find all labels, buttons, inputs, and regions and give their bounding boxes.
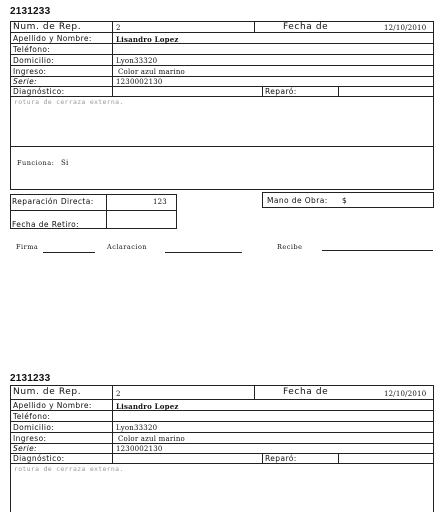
phone-label: Teléfono: xyxy=(13,412,51,421)
divider xyxy=(262,453,263,463)
divider xyxy=(10,21,11,189)
direct-repair-value: 123 xyxy=(153,198,167,206)
receipt-copy-1 xyxy=(0,6,441,256)
name-label: Apellido y Nombre: xyxy=(13,401,92,410)
functions-label: Funciona: xyxy=(17,159,55,167)
divider xyxy=(10,189,434,190)
divider xyxy=(10,65,434,66)
divider xyxy=(433,21,434,189)
serial-value: 1230002130 xyxy=(116,78,163,86)
phone-label: Teléfono: xyxy=(13,45,51,54)
pickup-date-label: Fecha de Retiro: xyxy=(12,220,80,229)
diagnosis-note: rotura de cerraza externa. xyxy=(14,465,124,473)
intake-label: Ingreso: xyxy=(13,434,47,443)
received-line xyxy=(322,250,433,251)
divider xyxy=(10,432,434,433)
divider xyxy=(10,421,434,422)
divider xyxy=(106,194,107,229)
divider xyxy=(10,443,434,444)
divider xyxy=(10,76,434,77)
date-label: Fecha de xyxy=(283,387,329,397)
name-label: Apellido y Nombre: xyxy=(13,34,92,43)
address-value: Lyon33320 xyxy=(116,424,158,432)
clarification-line xyxy=(165,252,242,253)
repaired-label: Reparó: xyxy=(265,87,297,96)
labor-label: Mano de Obra: xyxy=(267,196,328,205)
address-value: Lyon33320 xyxy=(116,57,158,65)
currency-symbol: $ xyxy=(342,196,348,205)
divider xyxy=(10,96,434,97)
divider xyxy=(433,385,434,512)
divider xyxy=(254,385,255,399)
divider xyxy=(338,453,339,463)
diagnosis-label: Diagnóstico: xyxy=(13,454,65,463)
intake-value: Color azul marino xyxy=(118,435,185,443)
receipt-copy-2 xyxy=(0,373,441,512)
rep-number-value: 2 xyxy=(116,390,121,398)
functions-value: Si xyxy=(61,159,69,167)
name-value: Lisandro Lopez xyxy=(116,402,179,411)
direct-repair-label: Reparación Directa: xyxy=(12,197,94,206)
rep-number-value: 2 xyxy=(116,24,121,32)
diagnosis-label: Diagnóstico: xyxy=(13,87,65,96)
name-value: Lisandro Lopez xyxy=(116,35,179,44)
divider xyxy=(10,453,434,454)
date-value: 12/10/2010 xyxy=(384,390,427,398)
divider xyxy=(10,399,434,400)
diagnosis-note: rotura de cerraza externa. xyxy=(14,98,124,106)
divider xyxy=(10,43,434,44)
serial-label: Serie: xyxy=(13,444,38,453)
form-number: 2131233 xyxy=(10,6,51,17)
serial-value: 1230002130 xyxy=(116,445,163,453)
address-label: Domicilio: xyxy=(13,56,55,65)
divider xyxy=(10,32,434,33)
divider xyxy=(338,86,339,96)
divider xyxy=(10,385,434,386)
divider xyxy=(10,210,177,211)
divider xyxy=(10,86,434,87)
divider xyxy=(10,410,434,411)
signature-label: Firma xyxy=(16,243,39,251)
divider xyxy=(254,21,255,32)
divider xyxy=(10,385,11,512)
intake-value: Color azul marino xyxy=(118,68,185,76)
form-number: 2131233 xyxy=(10,373,51,384)
divider xyxy=(262,86,263,96)
received-label: Recibe xyxy=(277,243,303,251)
signature-line xyxy=(43,252,95,253)
divider xyxy=(10,54,434,55)
divider xyxy=(10,146,434,147)
serial-label: Serie: xyxy=(13,77,38,86)
date-label: Fecha de xyxy=(283,22,329,32)
divider xyxy=(10,463,434,464)
divider xyxy=(112,385,113,463)
intake-label: Ingreso: xyxy=(13,67,47,76)
date-value: 12/10/2010 xyxy=(384,24,427,32)
rep-number-label: Num. de Rep. xyxy=(13,22,82,32)
repaired-label: Reparó: xyxy=(265,454,297,463)
address-label: Domicilio: xyxy=(13,423,55,432)
divider xyxy=(112,21,113,96)
rep-number-label: Num. de Rep. xyxy=(13,387,82,397)
clarification-label: Aclaracion xyxy=(107,243,148,251)
